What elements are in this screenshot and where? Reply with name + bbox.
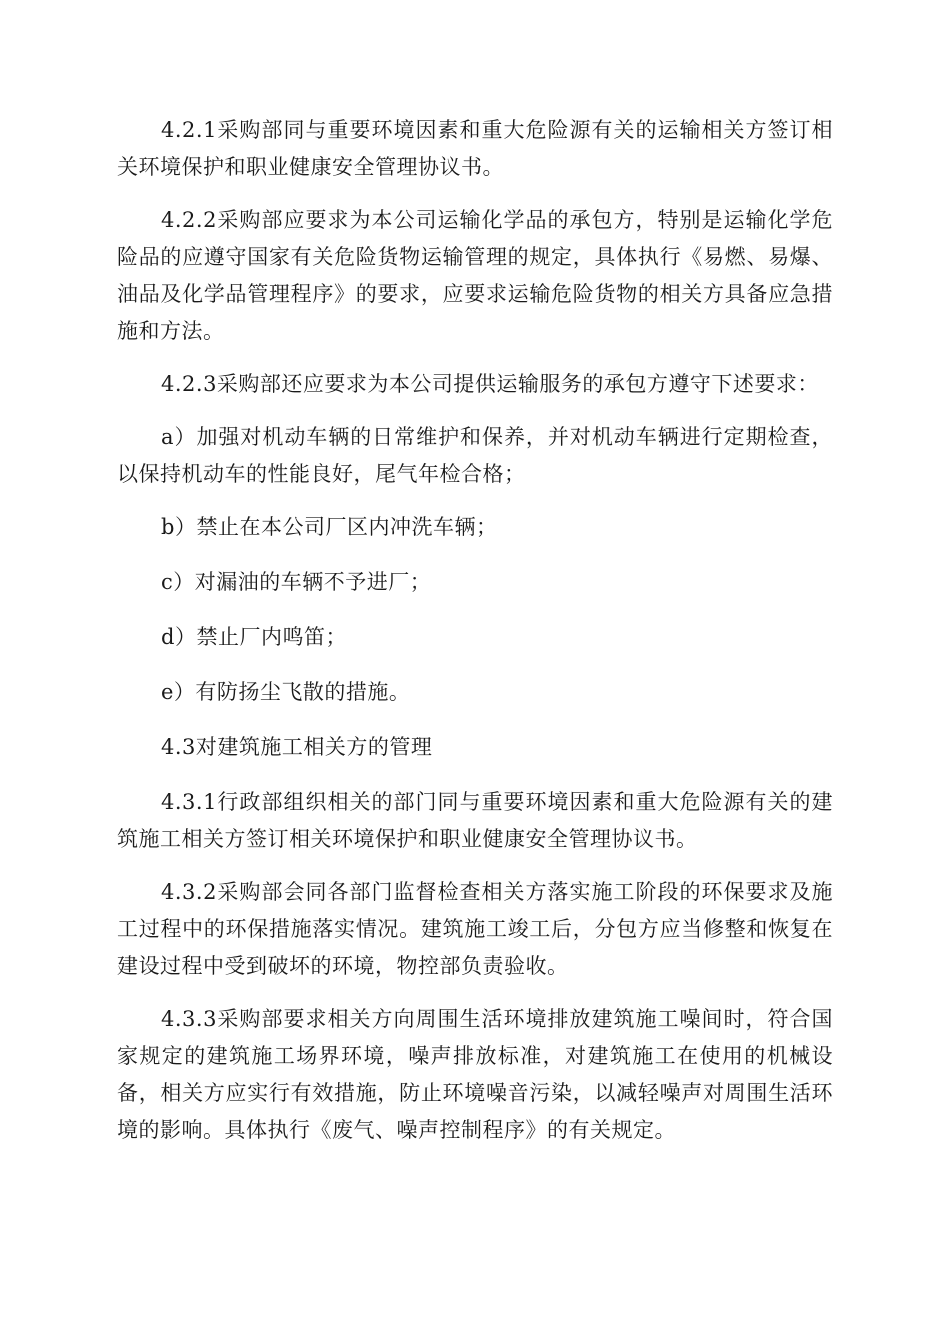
list-item-a: a）加强对机动车辆的日常维护和保养，并对机动车辆进行定期检查，以保持机动车的性能良好，尾气年检合格； xyxy=(117,425,833,486)
paragraph-4-2-2: 4.2.2采购部应要求为本公司运输化学品的承包方，特别是运输化学危险品的应遵守国家有关危险货物运输管理的规定，具体执行《易燃、易爆、油品及化学品管理程序》的要求，应要求运输危险货物的相关方具备应急措施和方法。 xyxy=(117,208,833,343)
section-heading-4-3: 4.3对建筑施工相关方的管理 xyxy=(161,735,433,759)
paragraph-4-2-3: 4.2.3采购部还应要求为本公司提供运输服务的承包方遵守下述要求： xyxy=(161,372,819,396)
paragraph-4-3-3: 4.3.3采购部要求相关方向周围生活环境排放建筑施工噪间时，符合国家规定的建筑施工场界环境，噪声排放标准，对建筑施工在使用的机械设备，相关方应实行有效措施，防止环境噪音污染，以减轻噪声对周围生活环境的影响。具体执行《废气、噪声控制程序》的有关规定。 xyxy=(117,1007,833,1142)
paragraph-4-3-2: 4.3.2采购部会同各部门监督检查相关方落实施工阶段的环保要求及施工过程中的环保措施落实情况。建筑施工竣工后，分包方应当修整和恢复在建设过程中受到破坏的环境，物控部负责验收。 xyxy=(117,880,833,978)
list-item-b: b）禁止在本公司厂区内冲洗车辆； xyxy=(161,515,498,539)
paragraph-4-3-1: 4.3.1行政部组织相关的部门同与重要环境因素和重大危险源有关的建筑施工相关方签订相关环境保护和职业健康安全管理协议书。 xyxy=(117,790,833,851)
list-item-d: d）禁止厂内鸣笛； xyxy=(161,625,347,649)
list-item-c: c）对漏油的车辆不予进厂； xyxy=(161,570,432,594)
document-page xyxy=(117,112,833,1165)
list-item-e: e）有防扬尘飞散的措施。 xyxy=(161,680,411,704)
paragraph-4-2-1: 4.2.1采购部同与重要环境因素和重大危险源有关的运输相关方签订相关环境保护和职业健康安全管理协议书。 xyxy=(117,118,833,179)
